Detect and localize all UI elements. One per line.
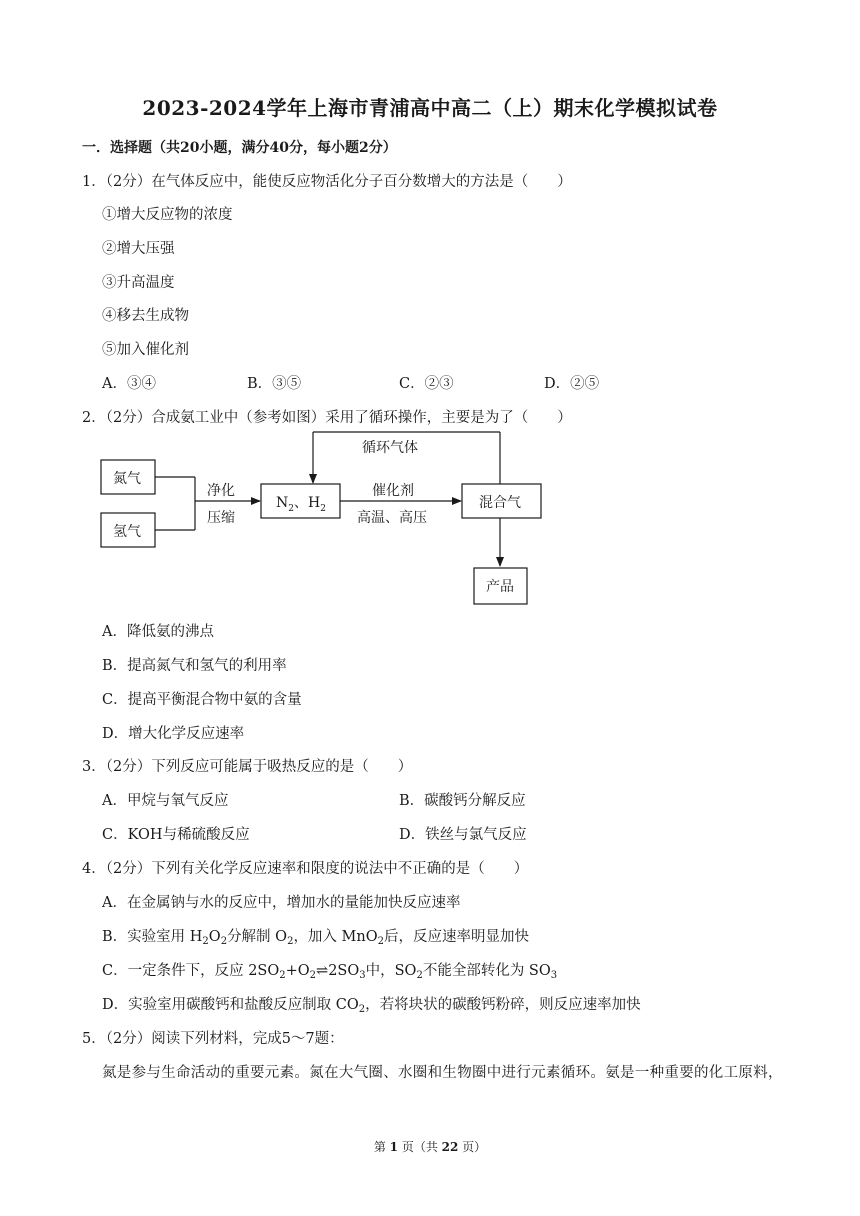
- question-1-stem: 1．（2分）在气体反应中，能使反应物活化分子百分数增大的方法是（ ）: [82, 174, 572, 190]
- question-5-material: 氮是参与生命活动的重要元素。氮在大气圈、水圈和生物圈中进行元素循环。氨是一种重要的化工原料，: [102, 1065, 783, 1081]
- conditions-label: 高温、高压: [357, 510, 427, 526]
- question-5-stem: 5．（2分）阅读下列材料，完成5～7题：: [82, 1031, 344, 1047]
- question-1-option-c: C．②③: [399, 376, 454, 392]
- question-2-option-c: C．提高平衡混合物中氨的含量: [102, 692, 302, 708]
- question-3-option-c: C．KOH与稀硫酸反应: [102, 827, 250, 843]
- question-4-stem: 4．（2分）下列有关化学反应速率和限度的说法中不正确的是（ ）: [82, 861, 529, 877]
- question-1-item-4: ④移去生成物: [102, 308, 189, 324]
- question-1-option-a: A．③④: [102, 376, 156, 392]
- n2-h2-label: $N_2$、$H_2$: [276, 495, 326, 514]
- mixture-label: 混合气: [479, 495, 521, 511]
- catalyst-label: 催化剂: [372, 483, 414, 499]
- question-1-option-b: B．③⑤: [247, 376, 302, 392]
- recycle-gas-label: 循环气体: [362, 440, 418, 456]
- nitrogen-label: 氮气: [113, 471, 141, 487]
- question-3-stem: 3．（2分）下列反应可能属于吸热反应的是（ ）: [82, 759, 413, 775]
- product-label: 产品: [486, 579, 514, 595]
- question-1-item-2: ②增大压强: [102, 241, 175, 257]
- purify-label: 净化: [207, 483, 235, 499]
- question-2-option-d: D．增大化学反应速率: [102, 726, 245, 742]
- hydrogen-label: 氢气: [113, 524, 141, 540]
- question-2-option-b: B．提高氮气和氢气的利用率: [102, 658, 287, 674]
- section-heading: 一．选择题（共20小题，满分40分，每小题2分）: [82, 140, 397, 156]
- question-1-item-1: ①增大反应物的浓度: [102, 207, 233, 223]
- page-footer: 第 1 页（共 22 页）: [373, 1140, 487, 1154]
- question-2-option-a: A．降低氨的沸点: [102, 624, 214, 640]
- question-1-item-3: ③升高温度: [102, 275, 175, 291]
- question-1-item-5: ⑤加入催化剂: [102, 342, 189, 358]
- question-4-option-c: C．一定条件下，反应 $2SO_2+O_2\rightleftharpoons 2SO_3$中，$SO_2$不能全部转化为 $SO_3$: [102, 963, 558, 981]
- question-4-option-d: D．实验室用碳酸钙和盐酸反应制取 $CO_2$，若将块状的碳酸钙粉碎，则反应速率加快: [102, 997, 641, 1015]
- question-3-option-d: D．铁丝与氯气反应: [399, 827, 527, 843]
- question-4-option-b: B．实验室用 $H_2O_2$分解制 $O_2$，加入 MnO$_2$后，反应速率明显加快: [102, 929, 529, 947]
- question-3-option-b: B．碳酸钙分解反应: [399, 793, 526, 809]
- question-3-option-a: A．甲烷与氧气反应: [102, 793, 229, 809]
- compress-label: 压缩: [207, 510, 235, 526]
- page-title: 2023-2024学年上海市青浦高中高二（上）期末化学模拟试卷: [142, 96, 718, 120]
- question-1-option-d: D．②⑤: [544, 376, 600, 392]
- question-4-option-a: A．在金属钠与水的反应中，增加水的量能加快反应速率: [102, 895, 461, 911]
- question-2-stem: 2．（2分）合成氨工业中（参考如图）采用了循环操作，主要是为了（ ）: [82, 410, 572, 426]
